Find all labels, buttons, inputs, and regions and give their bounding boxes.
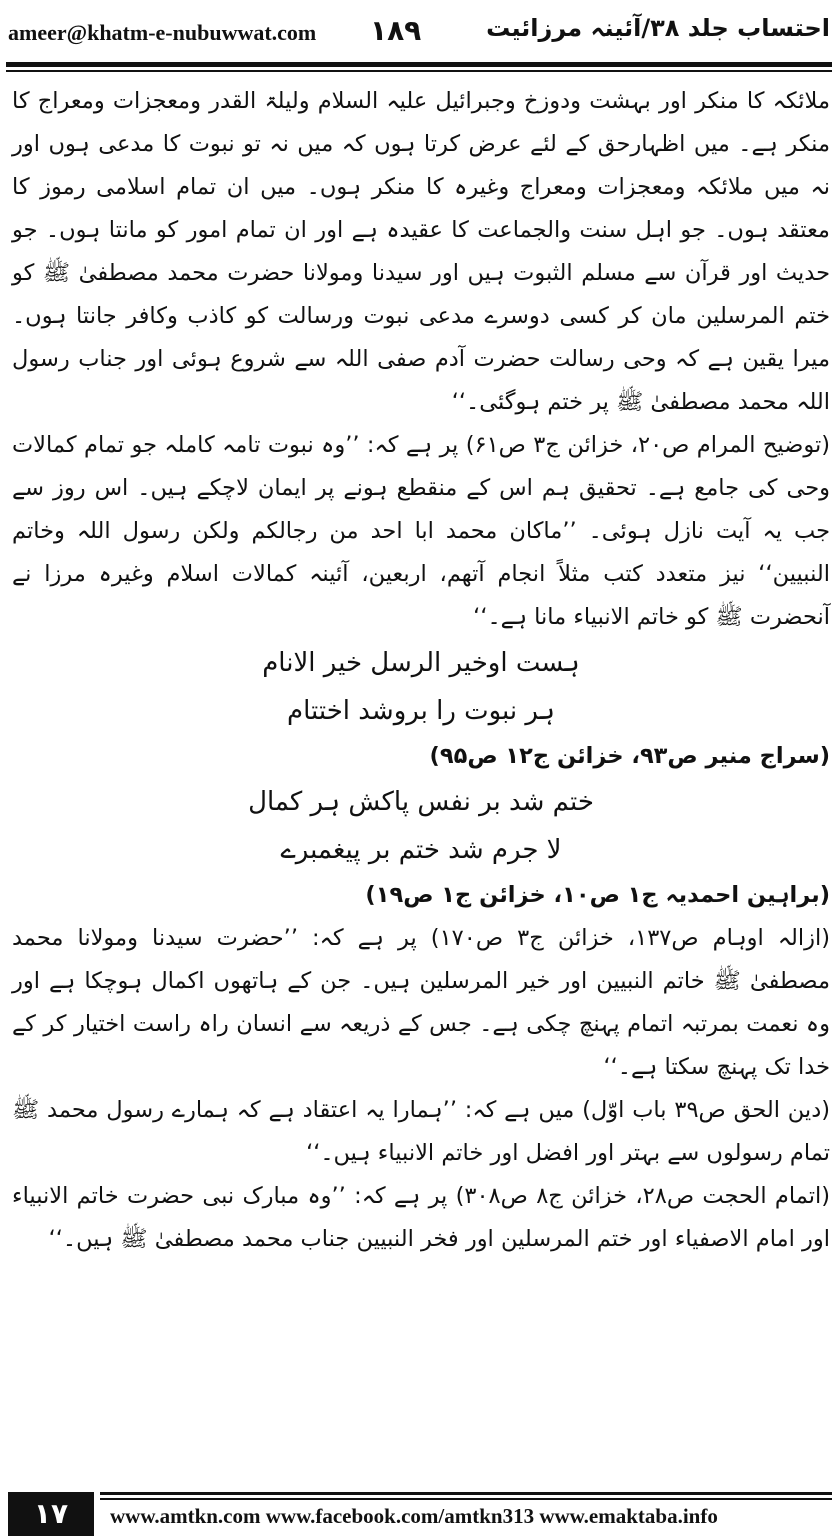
poem-line: لا جرم شد ختم بر پیغمبرے <box>280 835 562 865</box>
header-email[interactable]: ameer@khatm-e-nubuwwat.com <box>8 20 317 45</box>
citation: (براہین احمدیہ ج۱ ص۱۰، خزائن ج۱ ص۱۹) <box>365 882 830 908</box>
footer-links[interactable]: www.amtkn.com www.facebook.com/amtkn313 www.emaktaba.info <box>110 1504 718 1528</box>
page-header <box>0 0 840 70</box>
quote-paragraph: (اتمام الحجت ص۲۸، خزائن ج۸ ص۳۰۸) پر ہے کہ: ’’وہ مبارک نبی حضرت خاتم الانبیاء اور امام الاصفیاء اور ختم المرسلین اور فخر النبیین جناب محمد مصطفیٰ ﷺ ہیں۔‘‘ <box>12 1183 831 1252</box>
poem-line: ہر نبوت را بروشد اختتام <box>287 696 555 726</box>
quote-paragraph: (ازالہ اوہام ص۱۳۷، خزائن ج۳ ص۱۷۰) پر ہے کہ: ’’حضرت سیدنا ومولانا محمد مصطفیٰ ﷺ خاتم النبیین اور خیر المرسلین ہیں۔ جن کے ہاتھوں اکمال ہوچکا ہے اور وہ نعمت بمرتبہ اتمام پہنچ چکی ہے۔ جس کے ذریعہ سے انسان راہ راست اختیار کر کے خدا تک پہنچ سکتا ہے۔‘‘ <box>12 925 831 1080</box>
page-body <box>12 80 830 1261</box>
paragraph: (توضیح المرام ص۲۰، خزائن ج۳ ص۶۱) پر ہے کہ: ’’وہ نبوت تامہ کاملہ جو تمام کمالات وحی کی جامع ہے۔ تحقیق ہم اس کے منقطع ہونے پر ایمان لاچکے ہیں۔ اس روز سے جب یہ آیت نازل ہوئی۔ ’’ماکان محمد ابا احد من رجالکم ولکن رسول اللہ وخاتم النبیین‘‘ نیز متعدد کتب مثلاً انجام آتھم، اربعین، آئینہ کمالات اسلام وغیرہ مرزا نے آنحضرت ﷺ کو خاتم الانبیاء مانا ہے۔‘‘ <box>12 432 830 630</box>
quote-paragraph: (دین الحق ص۳۹ باب اوّل) میں ہے کہ: ’’ہمارا یہ اعتقاد ہے کہ ہمارے رسول محمد ﷺ تمام رسولوں سے بہتر اور افضل اور خاتم الانبیاء ہیں۔‘‘ <box>12 1097 830 1166</box>
poem-verse <box>196 639 646 735</box>
header-rule-thick <box>6 62 832 67</box>
poem-line: ختم شد بر نفس پاکش ہر کمال <box>248 787 594 817</box>
page-footer <box>0 1486 840 1540</box>
poem-line: ہست اوخیر الرسل خیر الانام <box>262 648 580 678</box>
footer-rule <box>100 1498 832 1500</box>
citation: (سراج منیر ص۹۳، خزائن ج۱۲ ص۹۵) <box>429 743 830 769</box>
footer-page-box: ۱۷ <box>8 1492 94 1536</box>
poem-verse <box>196 778 646 874</box>
paragraph: ملائکہ کا منکر اور بہشت ودوزخ وجبرائیل علیہ السلام ولیلۃ القدر ومعجزات ومعراج کا منکر ہے۔ میں اظہارحق کے لئے عرض کرتا ہوں کہ میں نہ تو نبوت کا مدعی ہوں اور نہ میں ملائکہ ومعجزات ومعراج وغیرہ کا منکر ہوں۔ میں ان تمام اسلامی رموز کا معتقد ہوں۔ جو اہل سنت والجماعت کا عقیدہ ہے اور ان تمام امور کو مانتا ہوں۔ جو حدیث اور قرآن سے مسلم الثبوت ہیں اور سیدنا ومولانا حضرت محمد مصطفیٰ ﷺ کو ختم المرسلین مان کر کسی دوسرے مدعی نبوت ورسالت کو کاذب وکافر جانتا ہوں۔ میرا یقین ہے کہ وحی رسالت حضرت آدم صفی اللہ سے شروع ہوئی اور جناب رسول اللہ محمد مصطفیٰ ﷺ پر ختم ہوگئی۔‘‘ <box>12 88 830 415</box>
running-title: احتساب جلد ۳۸/آئینہ مرزائیت <box>486 14 830 42</box>
footer-rule <box>100 1492 832 1495</box>
header-rule-thin <box>6 70 832 72</box>
page-number: ۱۸۹ <box>370 14 422 47</box>
